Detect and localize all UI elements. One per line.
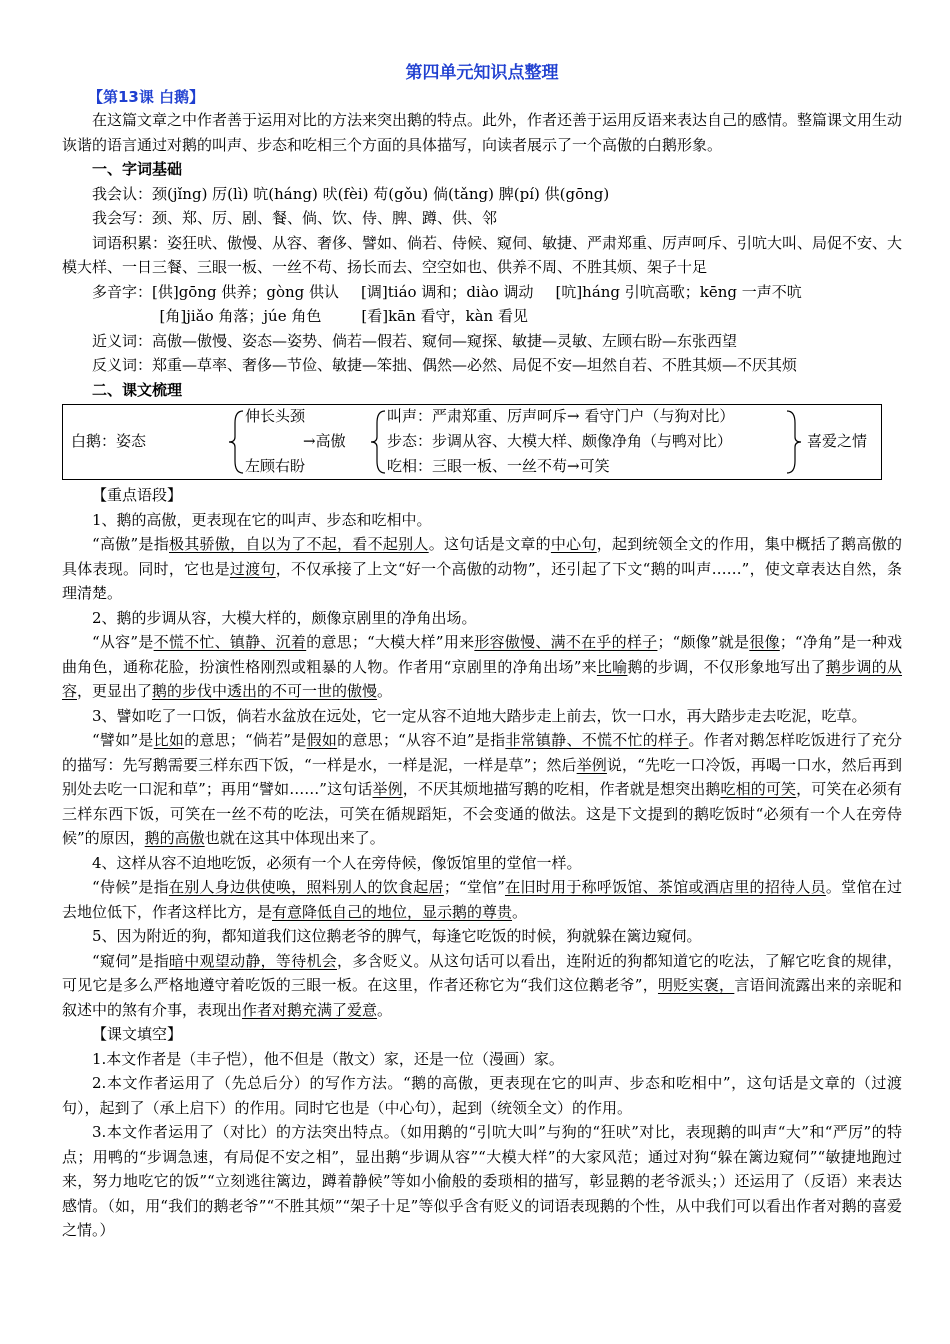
diagram-eating: 吃相：三眼一板、一丝不苟→可笑 xyxy=(387,457,610,475)
diagram-affection: 喜爱之情 xyxy=(807,432,868,450)
antonyms: 反义词：郑重—草率、奢侈—节俭、敏捷—笨拙、偶然—必然、局促不安—坦然自若、不胜其烦—不厌其烦 xyxy=(92,356,798,374)
write-chars: 我会写：颈、郑、厉、剧、餐、倘、饮、侍、脾、蹲、供、邻 xyxy=(92,209,498,227)
polyphone-jiao: [角]jiǎo 角落；júe 角色 xyxy=(159,307,322,325)
fill-blank-1: 1.本文作者是（丰子恺），他不但是（散文）家，还是一位（漫画）家。 xyxy=(92,1049,564,1068)
page-title: 第四单元知识点整理 xyxy=(405,63,559,83)
passage-1: 1、鹅的高傲，更表现在它的叫声、步态和吃相中。 xyxy=(92,510,432,529)
passage-3: 3、譬如吃了一口饭，倘若水盆放在远处，它一定从容不迫地大踏步走上前去，饮一口水，再大踏步走去吃泥，吃草。 xyxy=(92,706,867,725)
document-page xyxy=(62,60,902,1243)
diagram-gait: 步态：步调从容、大模大样、颇像净角（与鸭对比） xyxy=(387,432,733,450)
polyphone-gong: 多音字：[供]gōng 供养；gòng 供认 xyxy=(92,282,340,301)
polyphone-kan: [看]kān 看守，kàn 看见 xyxy=(361,307,528,325)
diagram-root: 白鹅：姿态 xyxy=(71,432,147,450)
vocab-accumulation: 词语积累：姿狂吠、傲慢、从容、奢侈、譬如、倘若、侍候、窥伺、敏捷、严肃郑重、厉声呵斥、引吭大叫、局促不安、大模大样、一日三餐、三眼一板、一丝不苟、扬长而去、空空如也、供养不周、不胜其烦、架子十足 xyxy=(62,233,903,276)
passage-1-explain: “高傲”是指极其骄傲，自以为了不起，看不起别人。这句话是文章的中心句，起到统领全文的作用，集中概括了鹅高傲的具体表现。同时，它也是过渡句，不仅承接了上文“好一个高傲的动物”，还引起了下文“鹅的叫声……”，使文章表达自然，条理清楚。 xyxy=(62,535,902,602)
intro-paragraph: 在这篇文章之中作者善于运用对比的方法来突出鹅的特点。此外，作者还善于运用反语来表达自己的感情。整篇课文用生动诙谐的语言通过对鹅的叫声、步态和吃相三个方面的具体描写，向读者展示了一个高傲的白鹅形象。 xyxy=(62,111,903,154)
polyphone-hang: [吭]háng 引吭高歌；kēng 一声不吭 xyxy=(555,282,802,301)
passage-2: 2、鹅的步调从容，大模大样的，颇像京剧里的净角出场。 xyxy=(92,608,477,627)
passage-3-explain: “譬如”是比如的意思；“倘若”是假如的意思；“从容不迫”是指非常镇静、不慌不忙的样子。作者对鹅怎样吃饭进行了充分的描写：先写鹅需要三样东西下饭，“一样是水，一样是泥，一样是草”；然后举例说，“先吃一口冷饭，再喝一口水，然后再到别处去吃一口泥和草”；再用“譬如……”这句话举例，不厌其烦地描写鹅的吃相，作者就是想突出鹅吃相的可笑，可笑在必须有三样东西下饭，可笑在一丝不苟的吃法，可笑在循规蹈矩，不会变通的做法。这是下文提到的鹅吃饭时“必须有一个人在旁侍候”的原因，鹅的高傲也就在这其中体现出来了。 xyxy=(62,731,903,847)
synonyms: 近义词：高傲—傲慢、姿态—姿势、倘若—假若、窥伺—窥探、敏捷—灵敏、左顾右盼—东张西望 xyxy=(92,331,738,350)
section-heading-outline: 二、课文梳理 xyxy=(92,380,183,399)
recognize-chars: 我会认：颈(jǐng) 厉(lì) 吭(háng) 吠(fèi) 苟(gǒu) 倘(tǎng) 脾(pí) 供(gōng) xyxy=(92,184,610,203)
key-passages-heading: 【重点语段】 xyxy=(92,486,183,504)
diagram-stretch-neck: 伸长头颈 xyxy=(245,407,306,425)
outline-diagram xyxy=(62,404,882,480)
polyphone-line-1 xyxy=(62,280,902,305)
polyphone-line-2 xyxy=(62,304,902,329)
fill-blank-2: 2.本文作者运用了（先总后分）的写作方法。“鹅的高傲，更表现在它的叫声、步态和吃相中”，这句话是文章的（过渡句），起到了（承上启下）的作用。同时它也是（中心句），起到（统领全文）的作用。 xyxy=(62,1074,902,1117)
passage-4: 4、这样从容不迫地吃饭，必须有一个人在旁侍候，像饭馆里的堂倌一样。 xyxy=(92,853,582,872)
passage-2-explain: “从容”是不慌不忙、镇静、沉着的意思；“大模大样”用来形容傲慢、满不在乎的样子；“颇像”就是很像；“净角”是一种戏曲角色，通称花脸，扮演性格刚烈或粗暴的人物。作者用“京剧里的净角出场”来比喻鹅的步调，不仅形象地写出了鹅步调的从容，更显出了鹅的步伐中透出的不可一世的傲慢。 xyxy=(62,633,902,700)
diagram-call: 叫声：严肃郑重、厉声呵斥→ 看守门户（与狗对比） xyxy=(387,407,735,425)
section-heading-vocab: 一、字词基础 xyxy=(92,160,183,178)
diagram-look-around: 左顾右盼 xyxy=(245,457,306,475)
lesson-heading: 【第13课 白鹅】 xyxy=(88,88,205,106)
polyphone-tiao: [调]tiáo 调和；diào 调动 xyxy=(361,282,534,301)
passage-4-explain: “侍候”是指在别人身边供使唤，照料别人的饮食起居；“堂倌”在旧时用于称呼饭馆、茶馆或酒店里的招待人员。堂倌在过去地位低下，作者这样比方，是有意降低自己的地位，显示鹅的尊贵。 xyxy=(62,878,902,921)
fill-blank-heading: 【课文填空】 xyxy=(92,1025,183,1043)
passage-5: 5、因为附近的狗，都知道我们这位鹅老爷的脾气，每逢它吃饭的时候，狗就躲在篱边窥伺。 xyxy=(92,927,702,945)
fill-blank-3: 3.本文作者运用了（对比）的方法突出特点。（如用鹅的“引吭大叫”与狗的“狂吠”对比，表现鹅的叫声“大”和“严厉”的特点；用鸭的“步调急速，有局促不安之相”，显出鹅“步调从容”“大模大样”的大家风范；通过对狗“躲在篱边窥伺”“敏捷地跑过来，努力地吃它的饭”“立刻逃往篱边，蹲着静候”等如小偷般的委琐相的描写，彰显鹅的老爷派头；）还运用了（反语）来表达感情。（如，用“我们的鹅老爷”“不胜其烦”“架子十足”等似乎含有贬义的词语表现鹅的个性，从中我们可以看出作者对鹅的喜爱之情。） xyxy=(62,1123,902,1239)
passage-5-explain: “窥伺”是指暗中观望动静，等待机会，多含贬义。从这句话可以看出，连附近的狗都知道它的吃法，了解它吃食的规律，可见它是多么严格地遵守着吃饭的三眼一板。在这里，作者还称它为“我们这位鹅老爷”，明贬实褒，言语间流露出来的亲昵和叙述中的煞有介事，表现出作者对鹅充满了爱意。 xyxy=(62,951,902,1019)
diagram-proud: →高傲 xyxy=(303,432,346,450)
